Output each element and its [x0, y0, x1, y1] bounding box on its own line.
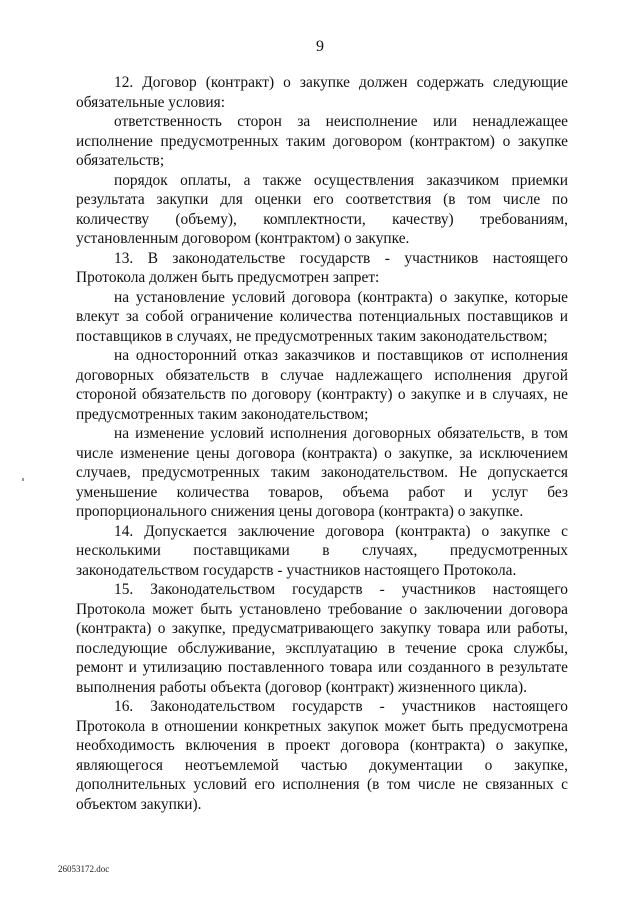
paragraph-13-ban-changes: на изменение условий исполнения договорных обязательств, в том числе изменение цены договора (контракта) о закупке, за исключением случаев, предусмотренных таким законодательством. Не допускается уменьшение количества товаров, объема работ и услуг без пропорционального снижения цены договора (контракта) о закупке.	[76, 425, 568, 520]
paragraph-13-ban-restriction: на установление условий договора (контракта) о закупке, которые влекут за собой ограничение количества потенциальных поставщиков и поставщиков в случаях, не предусмотренных таким законодательством;	[76, 288, 568, 345]
paragraph-13-ban-unilateral-refusal: на односторонний отказ заказчиков и поставщиков от исполнения договорных обязательств в случае надлежащего исполнения другой стороной обязательств по договору (контракту) о закупке и в случаях, не предусмотренных таким законодательством;	[76, 347, 568, 423]
margin-mark	[22, 478, 24, 481]
paragraph-12-condition-responsibility: ответственность сторон за неисполнение или ненадлежащее исполнение предусмотренных таким договором (контрактом) о закупке обязательств;	[76, 113, 568, 169]
footer-file-code: 26053172.doc	[58, 864, 110, 874]
paragraph-15: 15. Законодательством государств - участников настоящего Протокола может быть установлено требование о заключении договора (контракта) о закупке, предусматривающего закупку товара или работы, последующие обслуживание, эксплуатацию в течение срока службы, ремонт и утилизацию поставленного товара или созданного в результате выполнения работы объекта (договор (контракт) жизненного цикла).	[76, 581, 568, 696]
paragraph-12-condition-payment: порядок оплаты, а также осуществления заказчиком приемки результата закупки для оценки его соответствия (в том числе по количеству (объему), комплектности, качеству) требованиям, установленным договором (контрактом) о закупке.	[76, 171, 568, 247]
paragraph-12-intro: 12. Договор (контракт) о закупке должен содержать следующие обязательные условия:	[76, 74, 568, 111]
paragraph-16: 16. Законодательством государств - участников настоящего Протокола в отношении конкретных закупок может быть предусмотрена необходимость включения в проект договора (контракта) о закупке, являющегося неотъемлемой частью документации о закупке, дополнительных условий его исполнения (в том числе не связанных с объектом закупки).	[76, 698, 568, 813]
document-body	[76, 73, 568, 814]
page-number: 9	[316, 38, 324, 55]
paragraph-14: 14. Допускается заключение договора (контракта) о закупке с несколькими поставщиками в случаях, предусмотренных законодательством государств - участников настоящего Протокола.	[76, 522, 568, 579]
paragraph-13-intro: 13. В законодательстве государств - участников настоящего Протокола должен быть предусмотрен запрет:	[76, 249, 568, 286]
